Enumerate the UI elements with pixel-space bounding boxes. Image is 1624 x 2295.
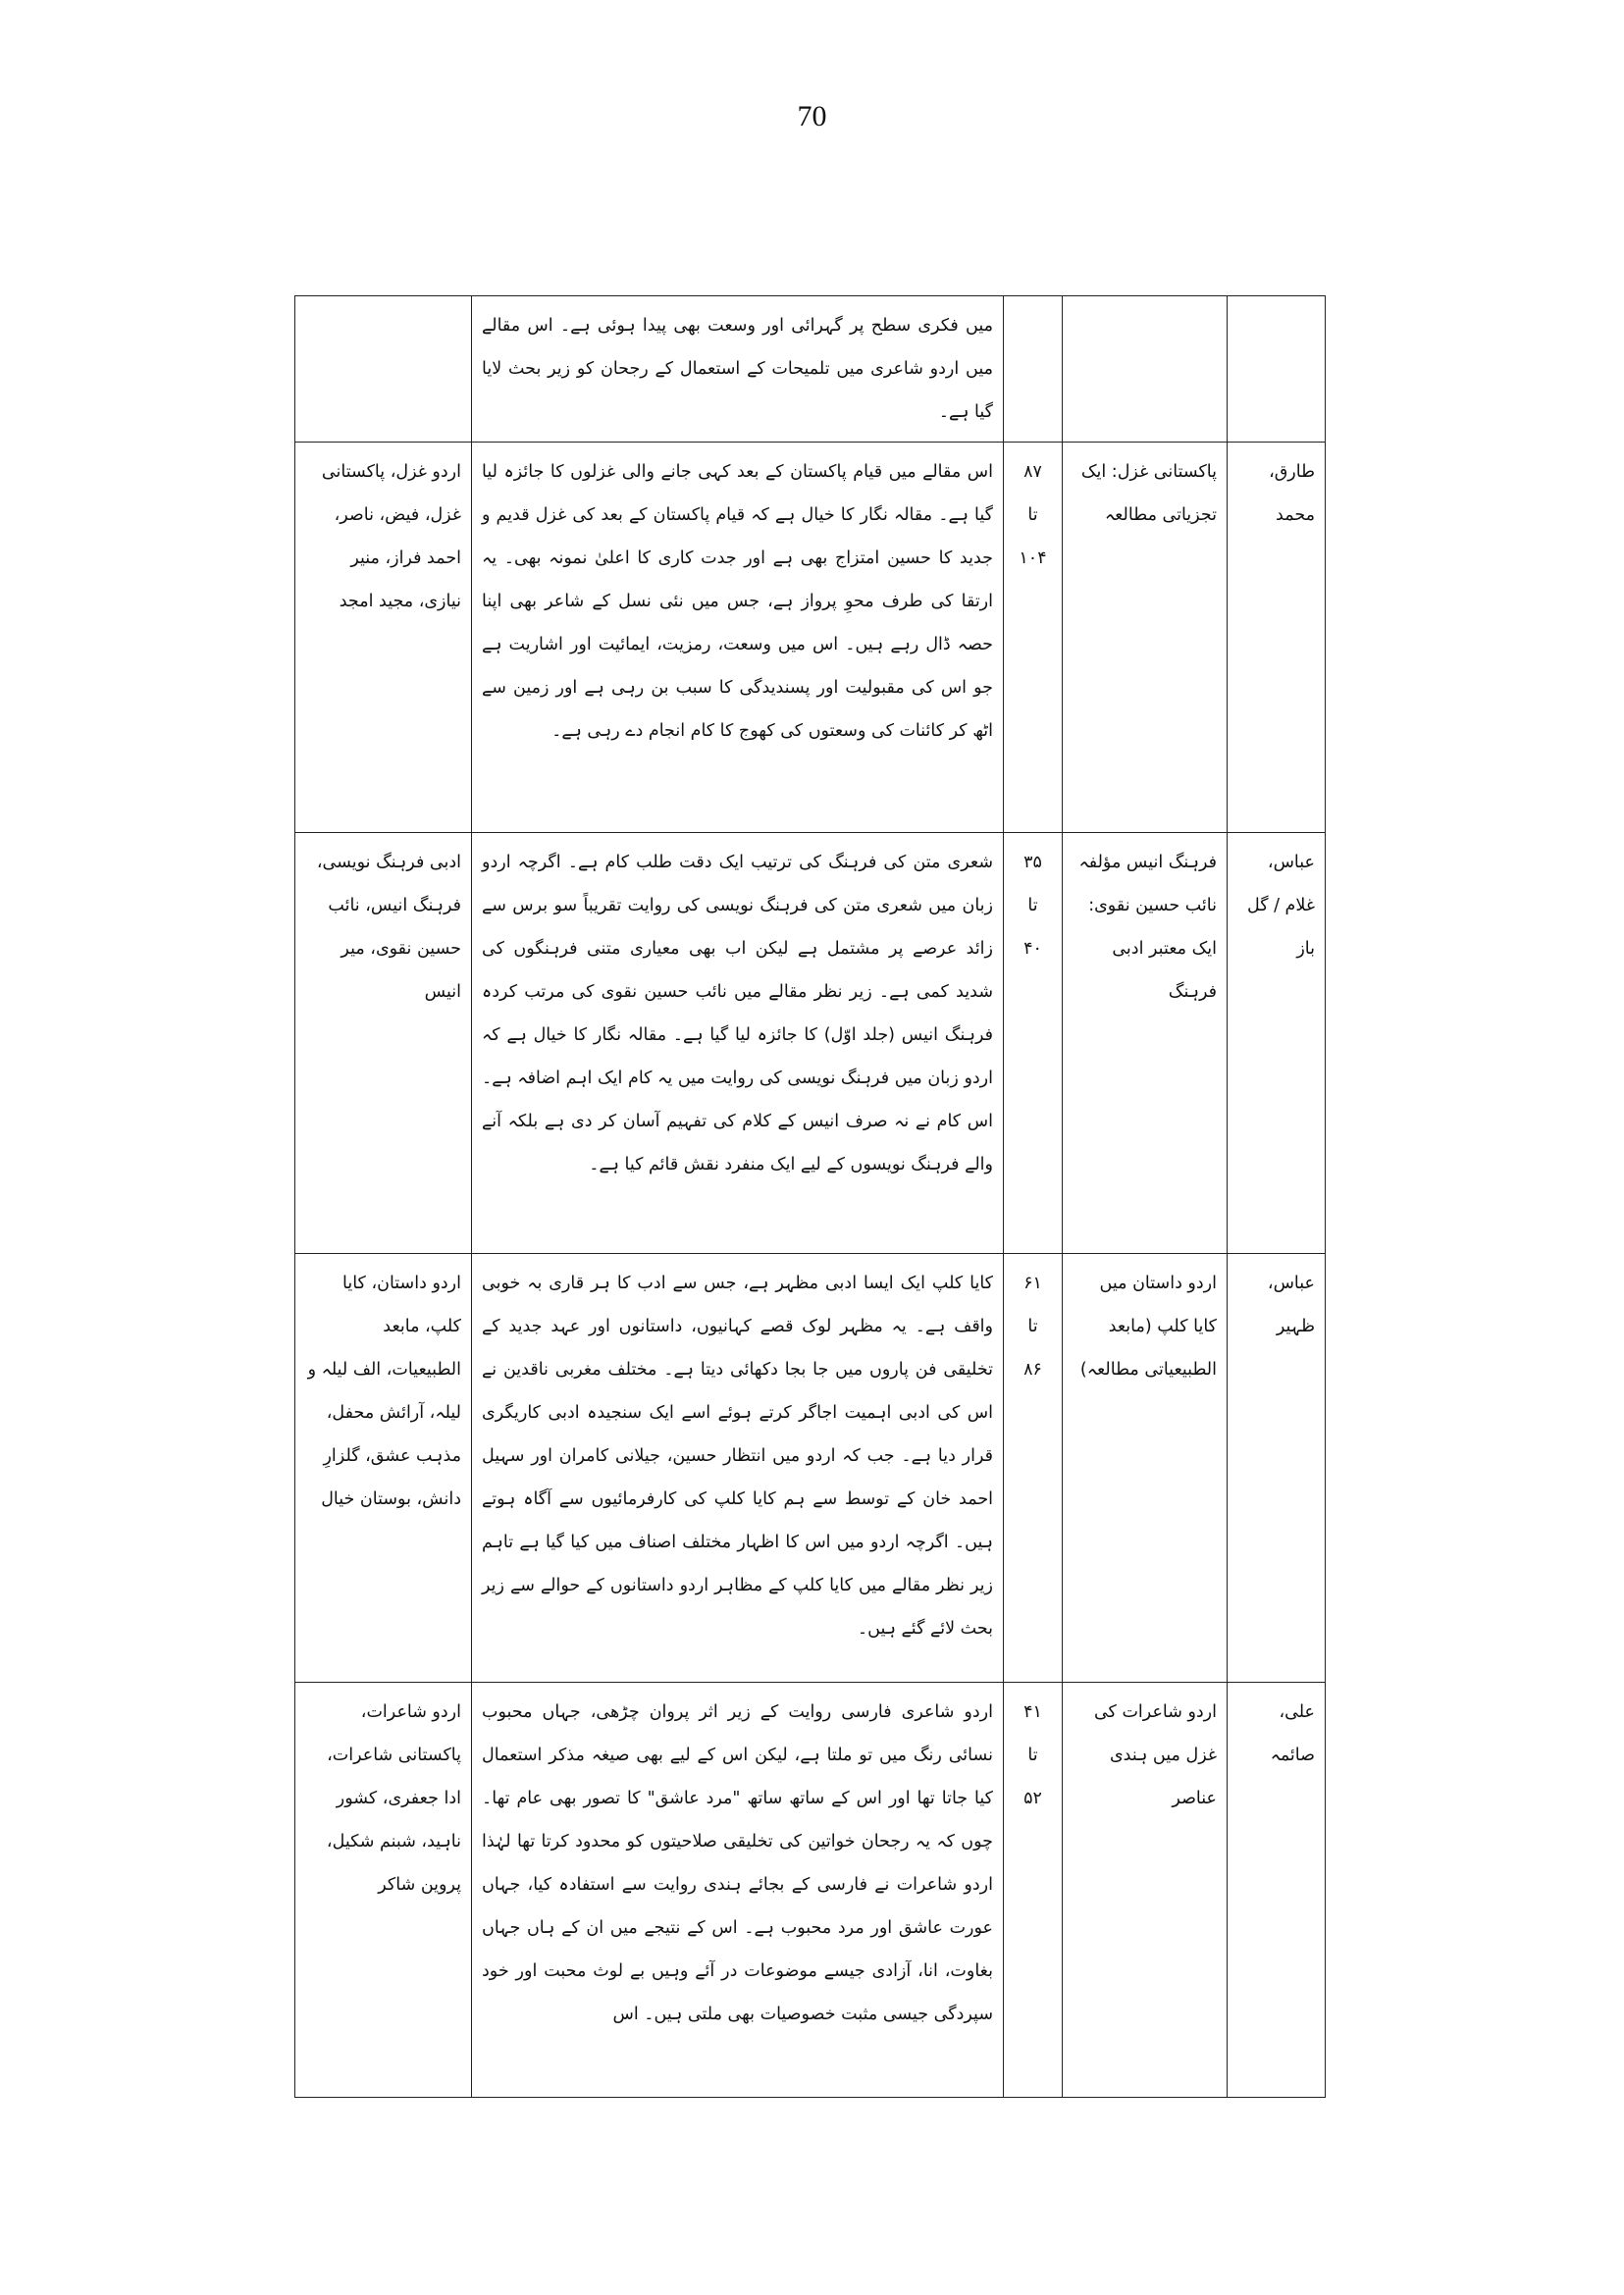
title-cell: فرہنگ انیس مؤلفہ نائب حسین نقوی: ایک معتبر ادبی فرہنگ bbox=[1063, 833, 1228, 1254]
page-separator: تا bbox=[1027, 1317, 1038, 1336]
title-cell: اردو داستان میں کایا کلپ (مابعد الطبیعیاتی مطالعہ) bbox=[1063, 1254, 1228, 1683]
page-end: ۵۲ bbox=[1023, 1789, 1042, 1808]
keywords-cell: ادبی فرہنگ نویسی، فرہنگ انیس، نائب حسین نقوی، میر انیس bbox=[295, 833, 472, 1254]
author-cell: عباس، ظہیر bbox=[1228, 1254, 1326, 1683]
keywords-cell: اردو شاعرات، پاکستانی شاعرات، ادا جعفری، کشور ناہید، شبنم شکیل، پروین شاکر bbox=[295, 1683, 472, 2098]
author-cell: عباس، غلام / گل باز bbox=[1228, 833, 1326, 1254]
page-start: ۶۱ bbox=[1023, 1274, 1042, 1293]
pages-cell bbox=[1004, 833, 1063, 1254]
keywords-cell bbox=[295, 296, 472, 443]
table-row bbox=[295, 1683, 1326, 2098]
page-end: ۱۰۴ bbox=[1019, 548, 1047, 568]
page-end: ۸۶ bbox=[1023, 1360, 1042, 1380]
title-cell: پاکستانی غزل: ایک تجزیاتی مطالعہ bbox=[1063, 443, 1228, 833]
pages-cell bbox=[1004, 296, 1063, 443]
title-cell: اردو شاعرات کی غزل میں ہندی عناصر bbox=[1063, 1683, 1228, 2098]
author-cell bbox=[1228, 296, 1326, 443]
summary-cell: میں فکری سطح پر گہرائی اور وسعت بھی پیدا ہوئی ہے۔ اس مقالے میں اردو شاعری میں تلمیحات کے استعمال کے رجحان کو زیر بحث لایا گیا ہے۔ bbox=[472, 296, 1004, 443]
table-row bbox=[295, 1254, 1326, 1683]
table-row bbox=[295, 296, 1326, 443]
pages-cell bbox=[1004, 1683, 1063, 2098]
page-start: ۸۷ bbox=[1023, 462, 1042, 482]
table-row bbox=[295, 443, 1326, 833]
summary-cell: اس مقالے میں قیام پاکستان کے بعد کہی جانے والی غزلوں کا جائزہ لیا گیا ہے۔ مقالہ نگار کا خیال ہے کہ قیام پاکستان کے بعد کی غزل قدیم و جدید کا حسین امتزاج بھی ہے اور جدت کاری کا اعلیٰ نمونہ بھی۔ یہ ارتقا کی طرف محوِ پرواز ہے، جس میں نئی نسل کے شاعر بھی اپنا حصہ ڈال رہے ہیں۔ اس میں وسعت، رمزیت، ایمائیت اور اشاریت ہے جو اس کی مقبولیت اور پسندیدگی کا سبب بن رہی ہے اور زمین سے اٹھ کر کائنات کی وسعتوں کی کھوج کا کام انجام دے رہی ہے۔ bbox=[472, 443, 1004, 833]
page-separator: تا bbox=[1027, 896, 1038, 915]
page-separator: تا bbox=[1027, 1746, 1038, 1765]
index-table bbox=[294, 295, 1326, 2098]
author-cell: علی، صائمہ bbox=[1228, 1683, 1326, 2098]
summary-cell: شعری متن کی فرہنگ کی ترتیب ایک دقت طلب کام ہے۔ اگرچہ اردو زبان میں شعری متن کی فرہنگ نویسی کی روایت تقریباً سو برس سے زائد عرصے پر مشتمل ہے لیکن اب بھی معیاری متنی فرہنگوں کی شدید کمی ہے۔ زیر نظر مقالے میں نائب حسین نقوی کی مرتب کردہ فرہنگ انیس (جلد اوّل) کا جائزہ لیا گیا ہے۔ مقالہ نگار کا خیال ہے کہ اردو زبان میں فرہنگ نویسی کی روایت میں یہ کام ایک اہم اضافہ ہے۔ اس کام نے نہ صرف انیس کے کلام کی تفہیم آسان کر دی ہے بلکہ آنے والے فرہنگ نویسوں کے لیے ایک منفرد نقش قائم کیا ہے۔ bbox=[472, 833, 1004, 1254]
page-start: ۴۱ bbox=[1023, 1702, 1042, 1722]
table-row bbox=[295, 833, 1326, 1254]
summary-cell: کایا کلپ ایک ایسا ادبی مظہر ہے، جس سے ادب کا ہر قاری بہ خوبی واقف ہے۔ یہ مظہر لوک قصے کہانیوں، داستانوں اور عہد جدید کے تخلیقی فن پاروں میں جا بجا دکھائی دیتا ہے۔ مختلف مغربی ناقدین نے اس کی ادبی اہمیت اجاگر کرتے ہوئے اسے ایک سنجیدہ ادبی کاریگری قرار دیا ہے۔ جب کہ اردو میں انتظار حسین، جیلانی کامران اور سہیل احمد خان کے توسط سے ہم کایا کلپ کی کارفرمائیوں سے آگاہ ہوتے ہیں۔ اگرچہ اردو میں اس کا اظہار مختلف اصناف میں کیا گیا ہے تاہم زیر نظر مقالے میں کایا کلپ کے مظاہر اردو داستانوں کے حوالے سے زیر بحث لائے گئے ہیں۔ bbox=[472, 1254, 1004, 1683]
page-start: ۳۵ bbox=[1023, 853, 1042, 872]
keywords-cell: اردو غزل، پاکستانی غزل، فیض، ناصر، احمد فراز، منیر نیازی، مجید امجد bbox=[295, 443, 472, 833]
title-cell bbox=[1063, 296, 1228, 443]
summary-cell: اردو شاعری فارسی روایت کے زیر اثر پروان چڑھی، جہاں محبوب نسائی رنگ میں تو ملتا ہے، لیکن اس کے لیے بھی صیغہ مذکر استعمال کیا جاتا تھا اور اس کے ساتھ ساتھ "مرد عاشق" کا تصور بھی عام تھا۔ چوں کہ یہ رجحان خواتین کی تخلیقی صلاحیتوں کو محدود کرتا تھا لہٰذا اردو شاعرات نے فارسی کے بجائے ہندی روایت سے استفادہ کیا، جہاں عورت عاشق اور مرد محبوب ہے۔ اس کے نتیجے میں ان کے ہاں جہاں بغاوت، انا، آزادی جیسے موضوعات در آئے وہیں بے لوث محبت اور خود سپردگی جیسی مثبت خصوصیات بھی ملتی ہیں۔ اس bbox=[472, 1683, 1004, 2098]
page-number: 70 bbox=[797, 100, 827, 132]
page-separator: تا bbox=[1027, 505, 1038, 525]
pages-cell bbox=[1004, 1254, 1063, 1683]
author-cell: طارق، محمد bbox=[1228, 443, 1326, 833]
pages-cell bbox=[1004, 443, 1063, 833]
page-end: ۴۰ bbox=[1023, 939, 1042, 959]
keywords-cell: اردو داستان، کایا کلپ، مابعد الطبیعیات، الف لیلہ و لیلہ، آرائش محفل، مذہب عشق، گلزارِ دانش، بوستان خیال bbox=[295, 1254, 472, 1683]
